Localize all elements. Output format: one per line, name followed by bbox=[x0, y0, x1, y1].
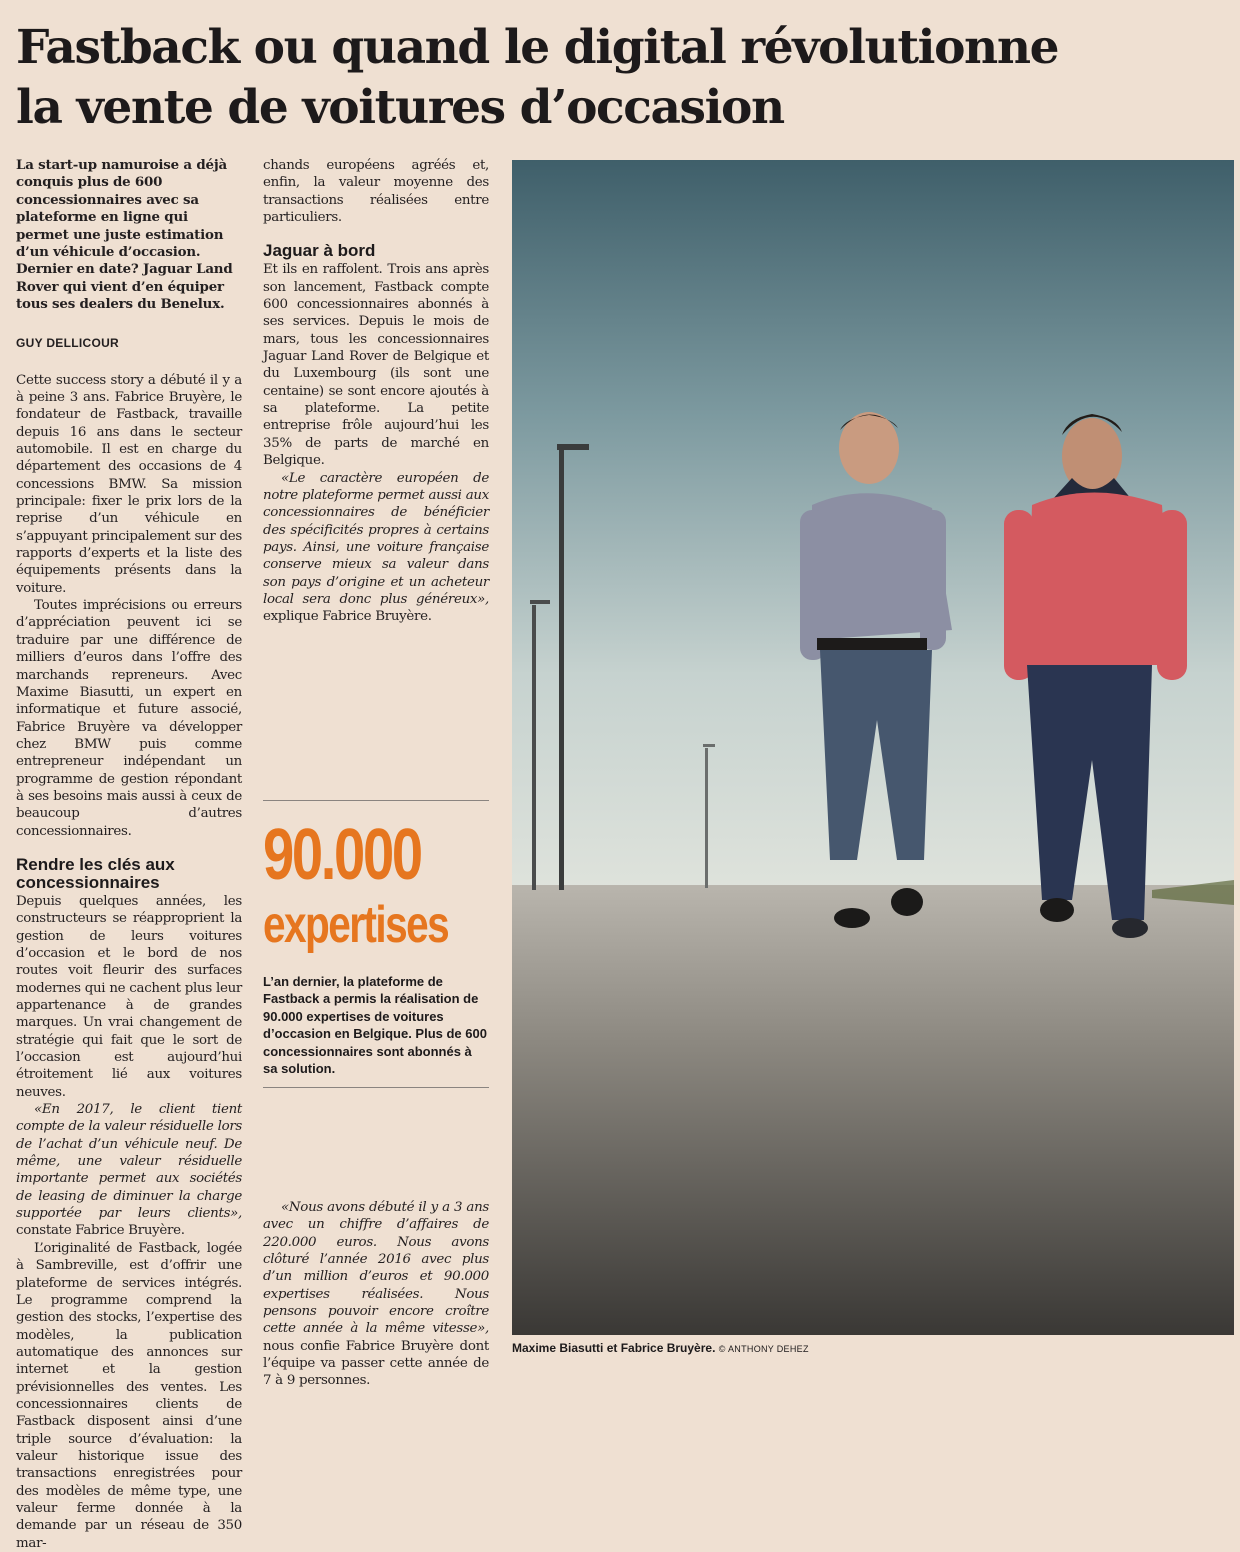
body-paragraph: Et ils en raffolent. Trois ans après son lancement, Fastback compte 600 concessionnaires abonnés à ses services. Depuis le mois de mars, tous les concessionnaires Jaguar Land Rover de Belgique et du Luxembourg (ils sont une centaine) se sont encore ajoutés à sa plateforme. La petite entreprise frôle aujourd’hui les 35% de parts de marché en Belgique. bbox=[263, 262, 489, 469]
photo-caption bbox=[512, 1341, 809, 1355]
quote-attribution: explique Fabrice Bruyère. bbox=[263, 609, 432, 625]
subheading-rendre-les-cles: Rendre les clés aux concessionnaires bbox=[16, 854, 175, 892]
stat-number: 90.000 bbox=[263, 815, 421, 895]
closing-quote bbox=[263, 1199, 489, 1390]
body-paragraph: Depuis quelques années, les constructeurs se réapproprient la gestion de leurs voitures d’occasion et le bord de nos routes voit fleurir des surfaces modernes qui ne cachent plus leur appartenance à de grandes marques. Un vrai changement de stratégie qui fait que le sort de l’occasion est aujourd’hui étroitement lié aux voitures neuves. bbox=[16, 893, 242, 1100]
body-paragraph: L’originalité de Fastback, logée à Sambreville, est d’offrir une plateforme de services intégrés. Le programme comprend la gestion des stocks, l’expertise des modèles, la publication automatique des annonces sur internet et la gestion prévisionnelles des ventes. Les concessionnaires clients de Fastback disposent ainsi d’une triple source d’évaluation: la valeur historique issue des transactions enregistrées pour des modèles de même type, une valeur ferme donnée à la demande par un réseau de 350 mar- bbox=[16, 1240, 242, 1551]
headline-line-2: la vente de voitures d’occasion bbox=[16, 80, 784, 135]
lead-paragraph: La start-up namuroise a déjà conquis plus de 600 concessionnaires avec sa plateforme en ligne qui permet une juste estimation d’un véhicule d’occasion. Dernier en date? Jaguar Land Rover qui vient d’en équiper tous ses dealers du Benelux. bbox=[16, 157, 233, 313]
quote-paragraph bbox=[263, 470, 489, 626]
headline-line-1: Fastback ou quand le digital révolutionne bbox=[16, 20, 1059, 75]
quote-text: «Le caractère européen de notre plateforme permet aussi aux concessionnaires de bénéficier des spécificités propres à certains pays. Ainsi, une voiture française conserve mieux sa valeur dans son pays d’origine et un acheteur local sera donc plus généreux», bbox=[263, 470, 489, 607]
body-paragraph: Cette success story a débuté il y a à peine 3 ans. Fabrice Bruyère, le fondateur de Fastback, travaille depuis 16 ans dans le secteur automobile. Il est en charge du département des occasions de 4 concessions BMW. Sa mission principale: fixer le prix lors de la reprise d’un véhicule en s’appuyant principalement sur des rapports d’experts et la liste des équipements présents dans la voiture. bbox=[16, 372, 242, 596]
quote-paragraph bbox=[263, 1199, 489, 1390]
subheading-jaguar-a-bord: Jaguar à bord bbox=[263, 241, 376, 261]
body-paragraph: chands européens agréés et, enfin, la valeur moyenne des transactions réalisées entre particuliers. bbox=[263, 158, 489, 226]
stat-label: expertises bbox=[263, 896, 449, 954]
quote-attribution: constate Fabrice Bruyère. bbox=[16, 1223, 185, 1239]
headline bbox=[16, 18, 1226, 138]
quote-text: «Nous avons débuté il y a 3 ans avec un chiffre d’affaires de 220.000 euros. Nous avons clôturé l’année 2016 avec plus d’un million d’euros et 90.000 expertises réalisées. Nous pensons pouvoir encore croître cette année à la même vitesse», bbox=[263, 1200, 489, 1337]
photo-credit: © ANTHONY DEHEZ bbox=[718, 1344, 809, 1354]
column-2 bbox=[263, 157, 489, 626]
stat-box bbox=[263, 800, 489, 1088]
quote-attribution: nous confie Fabrice Bruyère dont l’équipe va passer cette année de 7 à 9 personnes. bbox=[263, 1338, 489, 1389]
quote-text: «En 2017, le client tient compte de la valeur résiduelle lors de l’achat d’un véhicule neuf. De même, une valeur résiduelle importante permet aux sociétés de leasing de diminuer la charge supportée par leurs clients», bbox=[16, 1102, 242, 1222]
photo-illustration bbox=[512, 160, 1234, 1335]
body-paragraph: Toutes imprécisions ou erreurs d’appréciation peuvent ici se traduire par une différence de milliers d’euros dans l’offre des marchands repreneurs. Avec Maxime Biasutti, un expert en informatique et future associé, Fabrice Bruyère va développer chez BMW puis comme entrepreneur indépendant un programme de gestion répondant à ses besoins mais aussi à ceux de beaucoup d’autres concessionnaires. bbox=[16, 598, 242, 839]
caption-names: Maxime Biasutti et Fabrice Bruyère. bbox=[512, 1341, 716, 1355]
column-1 bbox=[16, 157, 242, 1552]
byline: GUY DELLICOUR bbox=[16, 335, 120, 350]
quote-paragraph bbox=[16, 1101, 242, 1240]
stat-description: L’an dernier, la plateforme de Fastback a permis la réalisation de 90.000 expertises de voitures d’occasion en Belgique. Plus de 600 concessionnaires sont abonnés à sa solution. bbox=[263, 974, 487, 1077]
photo-two-men-walking bbox=[512, 160, 1234, 1335]
